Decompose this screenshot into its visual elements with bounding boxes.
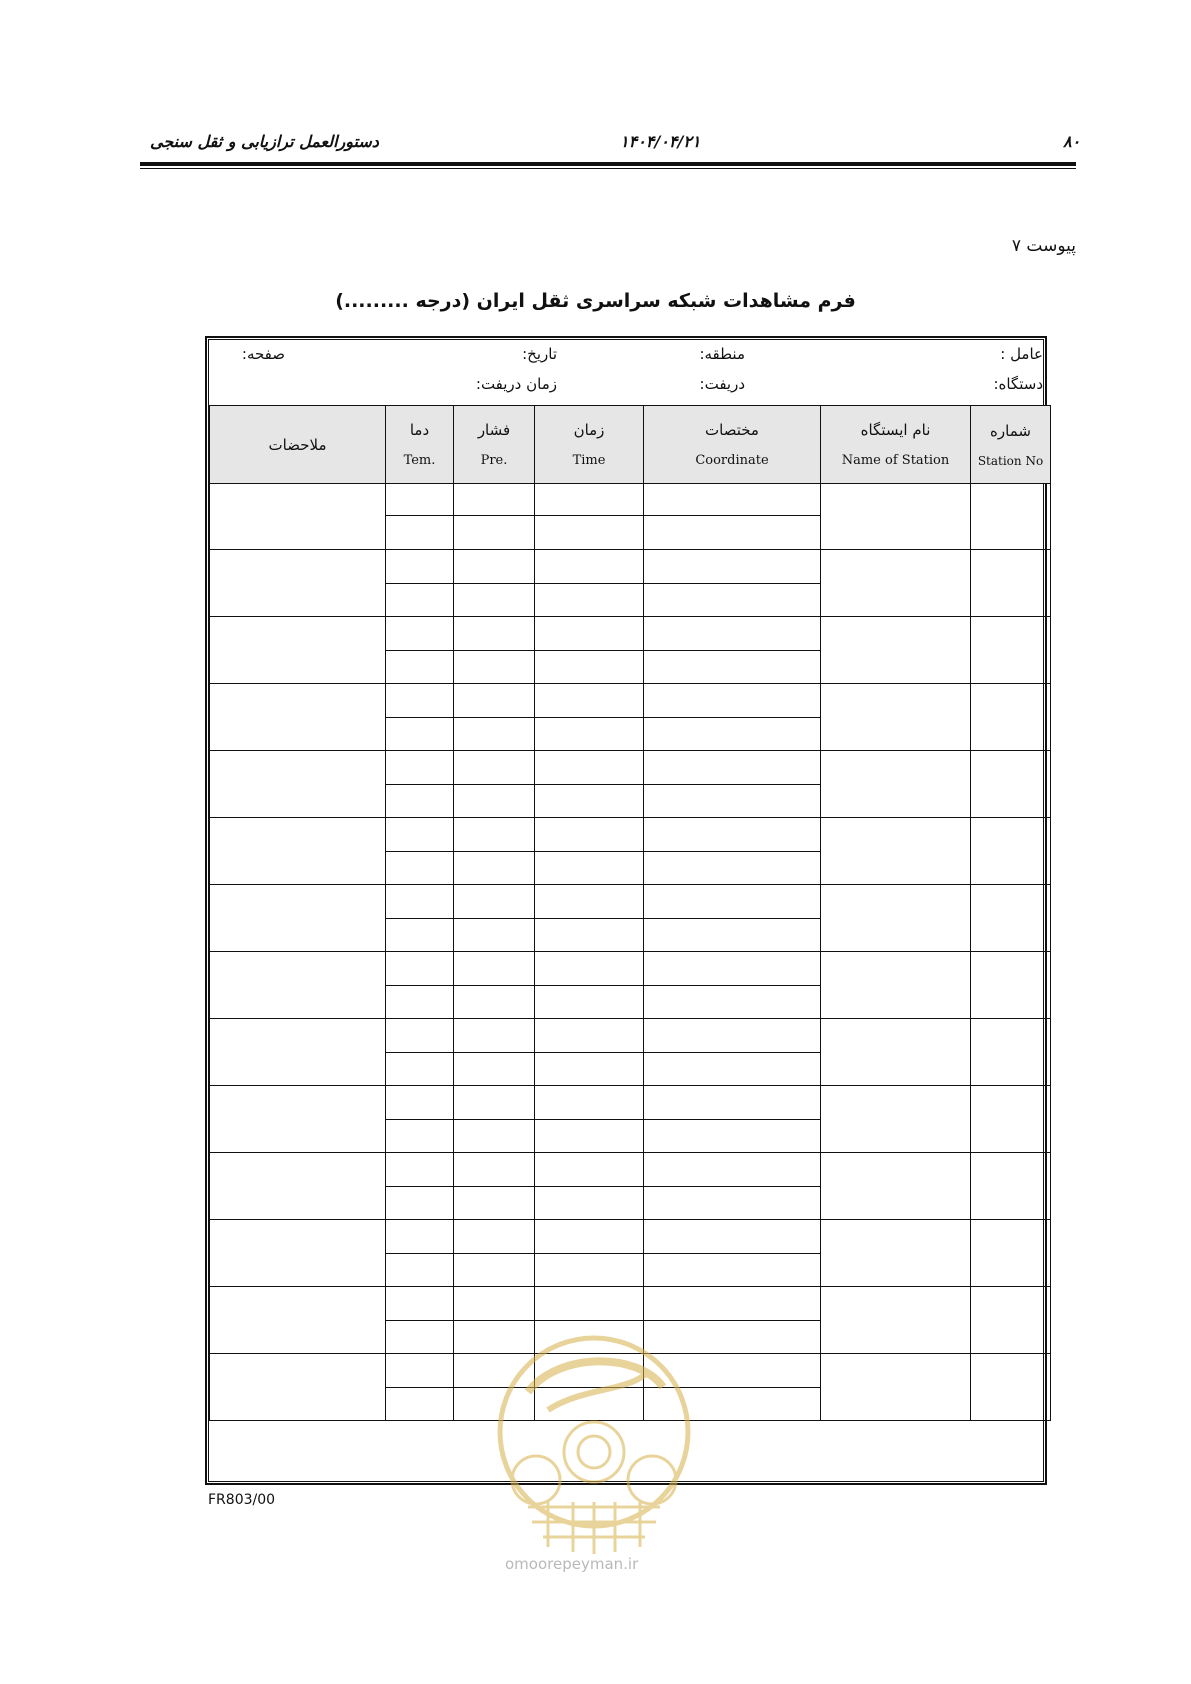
watermark-url: omoorepeyman.ir [505, 1555, 639, 1573]
station-no-cell[interactable] [971, 617, 1051, 684]
temperature-cell[interactable] [386, 1086, 454, 1120]
pressure-cell[interactable] [454, 818, 535, 852]
remarks-cell[interactable] [210, 1354, 386, 1421]
coordinate-cell[interactable] [644, 818, 821, 852]
temperature-cell[interactable] [386, 852, 454, 885]
station-no-cell[interactable] [971, 1086, 1051, 1153]
station-name-cell[interactable] [821, 818, 971, 885]
pressure-cell[interactable] [454, 919, 535, 952]
station-no-cell[interactable] [971, 1354, 1051, 1421]
coordinate-cell[interactable] [644, 584, 821, 617]
temperature-cell[interactable] [386, 1321, 454, 1354]
station-name-cell[interactable] [821, 751, 971, 818]
pressure-cell[interactable] [454, 1053, 535, 1086]
operator-field: عامل : [1000, 345, 1043, 363]
pressure-cell[interactable] [454, 1086, 535, 1120]
temperature-cell[interactable] [386, 1220, 454, 1254]
pressure-cell[interactable] [454, 885, 535, 919]
remarks-cell[interactable] [210, 684, 386, 751]
time-cell[interactable] [535, 852, 644, 885]
table-row [210, 1019, 1051, 1053]
coordinate-cell[interactable] [644, 1187, 821, 1220]
pressure-cell[interactable] [454, 1254, 535, 1287]
remarks-cell[interactable] [210, 1086, 386, 1153]
station-name-cell[interactable] [821, 550, 971, 617]
date-field: تاریخ: [522, 345, 557, 363]
pressure-cell[interactable] [454, 1187, 535, 1220]
station-no-cell[interactable] [971, 885, 1051, 952]
remarks-cell[interactable] [210, 751, 386, 818]
station-no-cell[interactable] [971, 1019, 1051, 1086]
temperature-cell[interactable] [386, 1354, 454, 1388]
document-title: دستورالعمل ترازیابی و ثقل سنجی [150, 132, 379, 151]
time-cell[interactable] [535, 986, 644, 1019]
observation-table [209, 405, 1051, 1421]
temperature-cell[interactable] [386, 818, 454, 852]
temperature-cell[interactable] [386, 1187, 454, 1220]
temperature-cell[interactable] [386, 1153, 454, 1187]
pressure-cell[interactable] [454, 1019, 535, 1053]
pressure-cell[interactable] [454, 1287, 535, 1321]
pressure-cell[interactable] [454, 484, 535, 516]
coordinate-cell[interactable] [644, 952, 821, 986]
station-no-cell[interactable] [971, 1287, 1051, 1354]
station-name-cell[interactable] [821, 885, 971, 952]
coordinate-cell[interactable] [644, 986, 821, 1019]
remarks-cell[interactable] [210, 1287, 386, 1354]
time-cell[interactable] [535, 1153, 644, 1187]
pressure-cell[interactable] [454, 751, 535, 785]
column-header-fa: مختصات [705, 421, 759, 439]
pressure-cell[interactable] [454, 785, 535, 818]
header-date: ۱۴۰۴/۰۴/۲۱ [620, 132, 701, 151]
column-header-coordinate [644, 406, 821, 484]
time-cell[interactable] [535, 584, 644, 617]
remarks-cell[interactable] [210, 617, 386, 684]
temperature-cell[interactable] [386, 516, 454, 550]
temperature-cell[interactable] [386, 684, 454, 718]
column-header-time [535, 406, 644, 484]
pressure-cell[interactable] [454, 718, 535, 751]
column-header-temperature [386, 406, 454, 484]
region-field: منطقه: [699, 345, 745, 363]
remarks-cell[interactable] [210, 1153, 386, 1220]
table-row [210, 550, 1051, 584]
pressure-cell[interactable] [454, 1153, 535, 1187]
time-cell[interactable] [535, 484, 644, 516]
table-row [210, 952, 1051, 986]
time-cell[interactable] [535, 550, 644, 584]
coordinate-cell[interactable] [644, 1120, 821, 1153]
remarks-cell[interactable] [210, 952, 386, 1019]
column-header-pressure [454, 406, 535, 484]
pressure-cell[interactable] [454, 516, 535, 550]
column-header-fa: شماره [990, 421, 1031, 440]
time-cell[interactable] [535, 751, 644, 785]
coordinate-cell[interactable] [644, 651, 821, 684]
time-cell[interactable] [535, 516, 644, 550]
table-header-row [210, 406, 1051, 484]
pressure-cell[interactable] [454, 684, 535, 718]
column-header-fa: ملاحضات [268, 435, 327, 454]
time-cell[interactable] [535, 1019, 644, 1053]
temperature-cell[interactable] [386, 1019, 454, 1053]
time-cell[interactable] [535, 1053, 644, 1086]
time-cell[interactable] [535, 1220, 644, 1254]
table-row [210, 1220, 1051, 1254]
instrument-field: دستگاه: [993, 375, 1043, 393]
page-field: صفحه: [241, 345, 285, 363]
time-cell[interactable] [535, 1287, 644, 1321]
time-cell[interactable] [535, 718, 644, 751]
station-name-cell[interactable] [821, 1287, 971, 1354]
coordinate-cell[interactable] [644, 484, 821, 516]
coordinate-cell[interactable] [644, 919, 821, 952]
coordinate-cell[interactable] [644, 785, 821, 818]
temperature-cell[interactable] [386, 751, 454, 785]
pressure-cell[interactable] [454, 1120, 535, 1153]
table-row [210, 885, 1051, 919]
coordinate-cell[interactable] [644, 550, 821, 584]
station-no-cell[interactable] [971, 1153, 1051, 1220]
temperature-cell[interactable] [386, 550, 454, 584]
column-header-en: Time [572, 453, 606, 468]
table-row [210, 617, 1051, 651]
table-row [210, 751, 1051, 785]
time-cell[interactable] [535, 684, 644, 718]
table-row [210, 1287, 1051, 1321]
station-no-cell[interactable] [971, 1220, 1051, 1287]
pressure-cell[interactable] [454, 1220, 535, 1254]
pressure-cell[interactable] [454, 952, 535, 986]
coordinate-cell[interactable] [644, 751, 821, 785]
column-header-fa: نام ایستگاه [860, 421, 931, 439]
pressure-cell[interactable] [454, 651, 535, 684]
temperature-cell[interactable] [386, 919, 454, 952]
time-cell[interactable] [535, 1254, 644, 1287]
station-name-cell[interactable] [821, 1354, 971, 1421]
column-header-fa: دما [409, 421, 430, 439]
column-header-en: Pre. [480, 453, 508, 468]
station-name-cell[interactable] [821, 484, 971, 550]
pressure-cell[interactable] [454, 617, 535, 651]
temperature-cell[interactable] [386, 718, 454, 751]
coordinate-cell[interactable] [644, 684, 821, 718]
receive-time-field: زمان دریفت: [475, 375, 557, 393]
pressure-cell[interactable] [454, 584, 535, 617]
station-name-cell[interactable] [821, 684, 971, 751]
time-cell[interactable] [535, 651, 644, 684]
coordinate-cell[interactable] [644, 1254, 821, 1287]
temperature-cell[interactable] [386, 584, 454, 617]
table-row [210, 1153, 1051, 1187]
station-no-cell[interactable] [971, 484, 1051, 550]
temperature-cell[interactable] [386, 785, 454, 818]
form-title: فرم مشاهدات شبکه سراسری ثقل ایران (درجه .........) [335, 290, 856, 312]
table-row [210, 1086, 1051, 1120]
coordinate-cell[interactable] [644, 885, 821, 919]
coordinate-cell[interactable] [644, 516, 821, 550]
pressure-cell[interactable] [454, 986, 535, 1019]
time-cell[interactable] [535, 818, 644, 852]
column-header-en: Coordinate [695, 453, 769, 468]
station-name-cell[interactable] [821, 1153, 971, 1220]
pressure-cell[interactable] [454, 852, 535, 885]
time-cell[interactable] [535, 885, 644, 919]
station-name-cell[interactable] [821, 1019, 971, 1086]
time-cell[interactable] [535, 919, 644, 952]
time-cell[interactable] [535, 1187, 644, 1220]
page-number: ۸۰ [1063, 132, 1081, 151]
station-name-cell[interactable] [821, 1220, 971, 1287]
temperature-cell[interactable] [386, 484, 454, 516]
temperature-cell[interactable] [386, 1120, 454, 1153]
temperature-cell[interactable] [386, 986, 454, 1019]
station-no-cell[interactable] [971, 952, 1051, 1019]
remarks-cell[interactable] [210, 818, 386, 885]
time-cell[interactable] [535, 1120, 644, 1153]
station-name-cell[interactable] [821, 1086, 971, 1153]
remarks-cell[interactable] [210, 1019, 386, 1086]
temperature-cell[interactable] [386, 885, 454, 919]
temperature-cell[interactable] [386, 1053, 454, 1086]
temperature-cell[interactable] [386, 1287, 454, 1321]
coordinate-cell[interactable] [644, 1153, 821, 1187]
temperature-cell[interactable] [386, 651, 454, 684]
station-no-cell[interactable] [971, 818, 1051, 885]
remarks-cell[interactable] [210, 1220, 386, 1287]
column-header-en: Name of Station [841, 453, 950, 468]
appendix-label: پیوست ۷ [1011, 236, 1076, 256]
time-cell[interactable] [535, 1086, 644, 1120]
coordinate-cell[interactable] [644, 852, 821, 885]
temperature-cell[interactable] [386, 1254, 454, 1287]
coordinate-cell[interactable] [644, 1287, 821, 1321]
time-cell[interactable] [535, 617, 644, 651]
remarks-cell[interactable] [210, 484, 386, 550]
remarks-cell[interactable] [210, 550, 386, 617]
time-cell[interactable] [535, 785, 644, 818]
temperature-cell[interactable] [386, 952, 454, 986]
table-row [210, 684, 1051, 718]
column-header-fa: فشار [477, 421, 511, 439]
column-header-en: Station No [977, 453, 1044, 468]
table-row [210, 818, 1051, 852]
station-no-cell[interactable] [971, 684, 1051, 751]
coordinate-cell[interactable] [644, 1220, 821, 1254]
column-header-remarks [210, 406, 386, 484]
receive-field: دریفت: [699, 375, 745, 393]
station-name-cell[interactable] [821, 952, 971, 1019]
header-rule-thin [140, 168, 1076, 169]
temperature-cell[interactable] [386, 617, 454, 651]
time-cell[interactable] [535, 952, 644, 986]
column-header-station-no [971, 406, 1051, 484]
station-name-cell[interactable] [821, 617, 971, 684]
coordinate-cell[interactable] [644, 1019, 821, 1053]
station-no-cell[interactable] [971, 751, 1051, 818]
coordinate-cell[interactable] [644, 1053, 821, 1086]
header-rule-thick [140, 162, 1076, 166]
temperature-cell[interactable] [386, 1388, 454, 1421]
coordinate-cell[interactable] [644, 617, 821, 651]
form-code: FR803/00 [208, 1492, 276, 1508]
remarks-cell[interactable] [210, 885, 386, 952]
table-body [210, 484, 1051, 1421]
column-header-fa: زمان [573, 421, 605, 439]
coordinate-cell[interactable] [644, 718, 821, 751]
coordinate-cell[interactable] [644, 1086, 821, 1120]
pressure-cell[interactable] [454, 550, 535, 584]
watermark-seal-logo [488, 1332, 700, 1558]
column-header-station-name [821, 406, 971, 484]
table-row [210, 484, 1051, 516]
station-no-cell[interactable] [971, 550, 1051, 617]
column-header-en: Tem. [403, 453, 436, 468]
